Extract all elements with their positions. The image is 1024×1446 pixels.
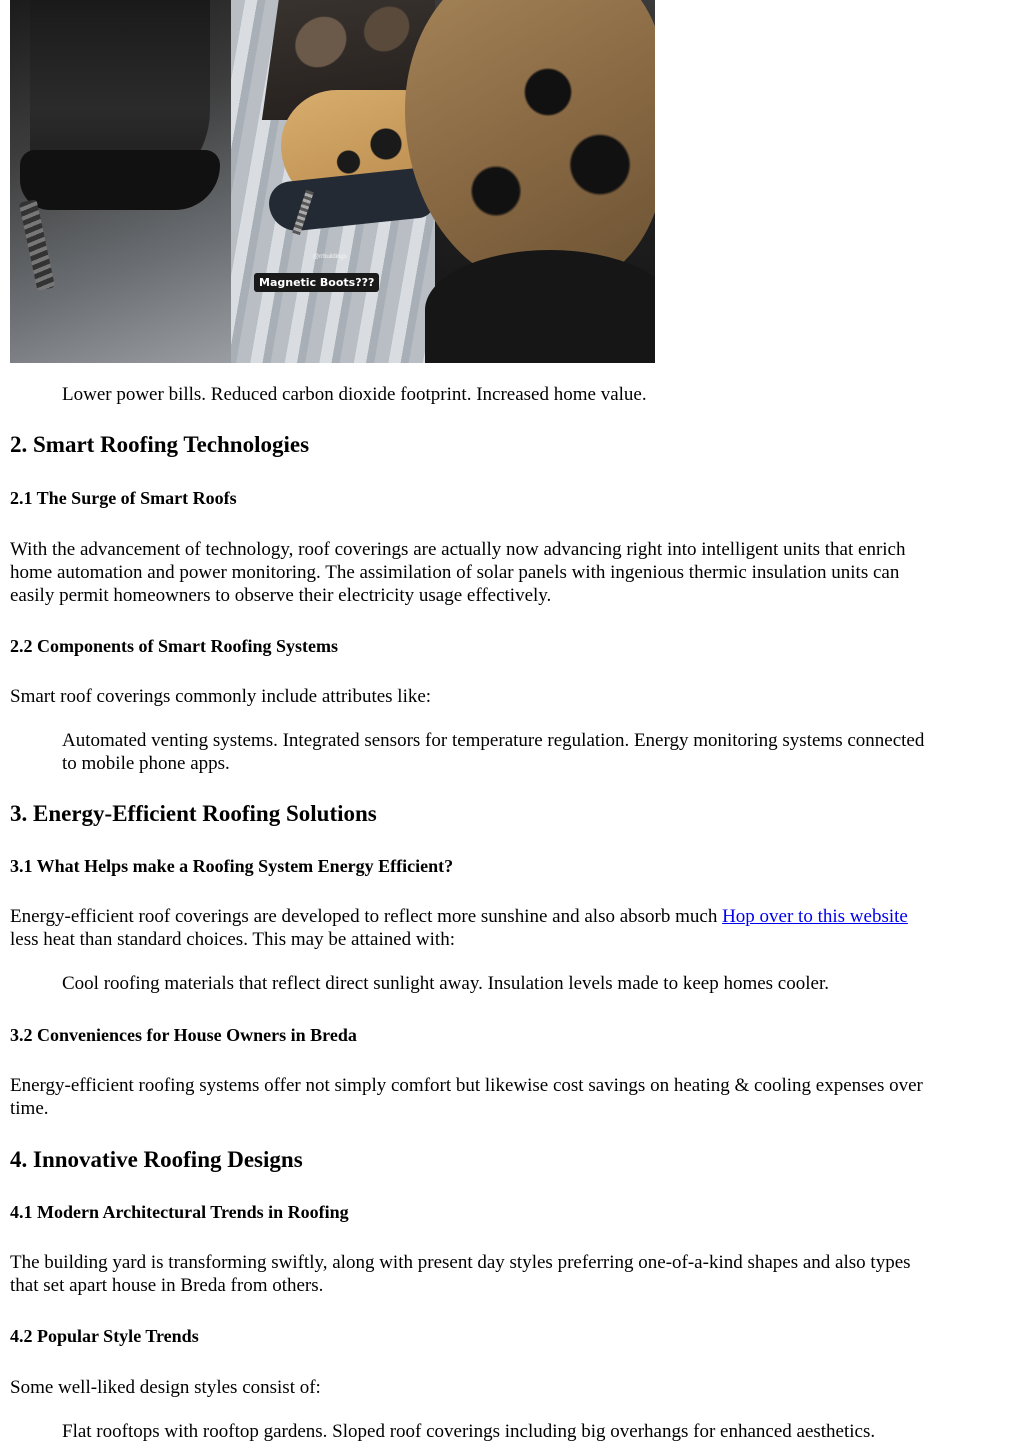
heading-smart-roofing: 2. Smart Roofing Technologies [10, 432, 310, 457]
shoe-detail-shape [405, 0, 655, 290]
paragraph-modern-line-2: that set apart house in Breda from others. [10, 1275, 324, 1296]
paragraph-surge-line-3: easily permit homeowners to observe their electricity usage effectively. [10, 585, 552, 606]
boot-sole-shape [20, 150, 220, 210]
paragraph-popular: Some well-liked design styles consist of: [10, 1377, 321, 1398]
image-watermark: @rrbuildings [313, 254, 347, 260]
list-item-design-styles: Flat rooftops with rooftop gardens. Sloped roof coverings including big overhangs for enhanced aesthetics. [62, 1421, 876, 1442]
heading-energy-efficient: 3. Energy-Efficient Roofing Solutions [10, 801, 377, 826]
image-panel-right [435, 0, 655, 363]
subheading-what-makes-efficient: 3.1 What Helps make a Roofing System Energy Efficient? [10, 856, 454, 876]
article-image [10, 0, 655, 363]
image-panel-middle [231, 0, 435, 363]
image-panel-left [10, 0, 231, 363]
list-item-cool-roofing: Cool roofing materials that reflect direct sunlight away. Insulation levels made to keep homes cooler. [62, 973, 829, 994]
subheading-modern-trends: 4.1 Modern Architectural Trends in Roofing [10, 1202, 349, 1222]
paragraph-what-line-1 [10, 905, 908, 928]
paragraph-what-text: Energy-efficient roof coverings are developed to reflect more sunshine and also absorb much [10, 906, 723, 927]
paragraph-conveniences-line-2: time. [10, 1098, 49, 1119]
subheading-components: 2.2 Components of Smart Roofing Systems [10, 636, 338, 656]
paragraph-surge-line-1: With the advancement of technology, roof coverings are actually now advancing right into intelligent units that enrich [10, 539, 906, 560]
list-item-benefits: Lower power bills. Reduced carbon dioxide footprint. Increased home value. [62, 384, 647, 405]
paragraph-conveniences-line-1: Energy-efficient roofing systems offer not simply comfort but likewise cost savings on heating & cooling expenses over [10, 1075, 923, 1096]
paragraph-components: Smart roof coverings commonly include attributes like: [10, 686, 432, 707]
subheading-conveniences: 3.2 Conveniences for House Owners in Breda [10, 1025, 357, 1045]
subheading-surge: 2.1 The Surge of Smart Roofs [10, 488, 237, 508]
image-caption: Magnetic Boots??? [254, 273, 379, 292]
paragraph-modern-line-1: The building yard is transforming swiftly, along with present day styles preferring one-of-a-kind shapes and also types [10, 1252, 911, 1273]
list-item-components-line-1: Automated venting systems. Integrated sensors for temperature regulation. Energy monitoring systems connected [62, 730, 925, 751]
heading-innovative-designs: 4. Innovative Roofing Designs [10, 1147, 303, 1172]
subheading-popular-trends: 4.2 Popular Style Trends [10, 1326, 199, 1346]
paragraph-what-line-2: less heat than standard choices. This may be attained with: [10, 929, 455, 950]
paragraph-surge-line-2: home automation and power monitoring. The assimilation of solar panels with ingenious thermic insulation units can [10, 562, 900, 583]
hop-over-link[interactable]: Hop over to this website [722, 906, 908, 927]
screw-shape [19, 199, 55, 291]
sole-shape [425, 250, 655, 363]
list-item-components-line-2: to mobile phone apps. [62, 753, 230, 774]
